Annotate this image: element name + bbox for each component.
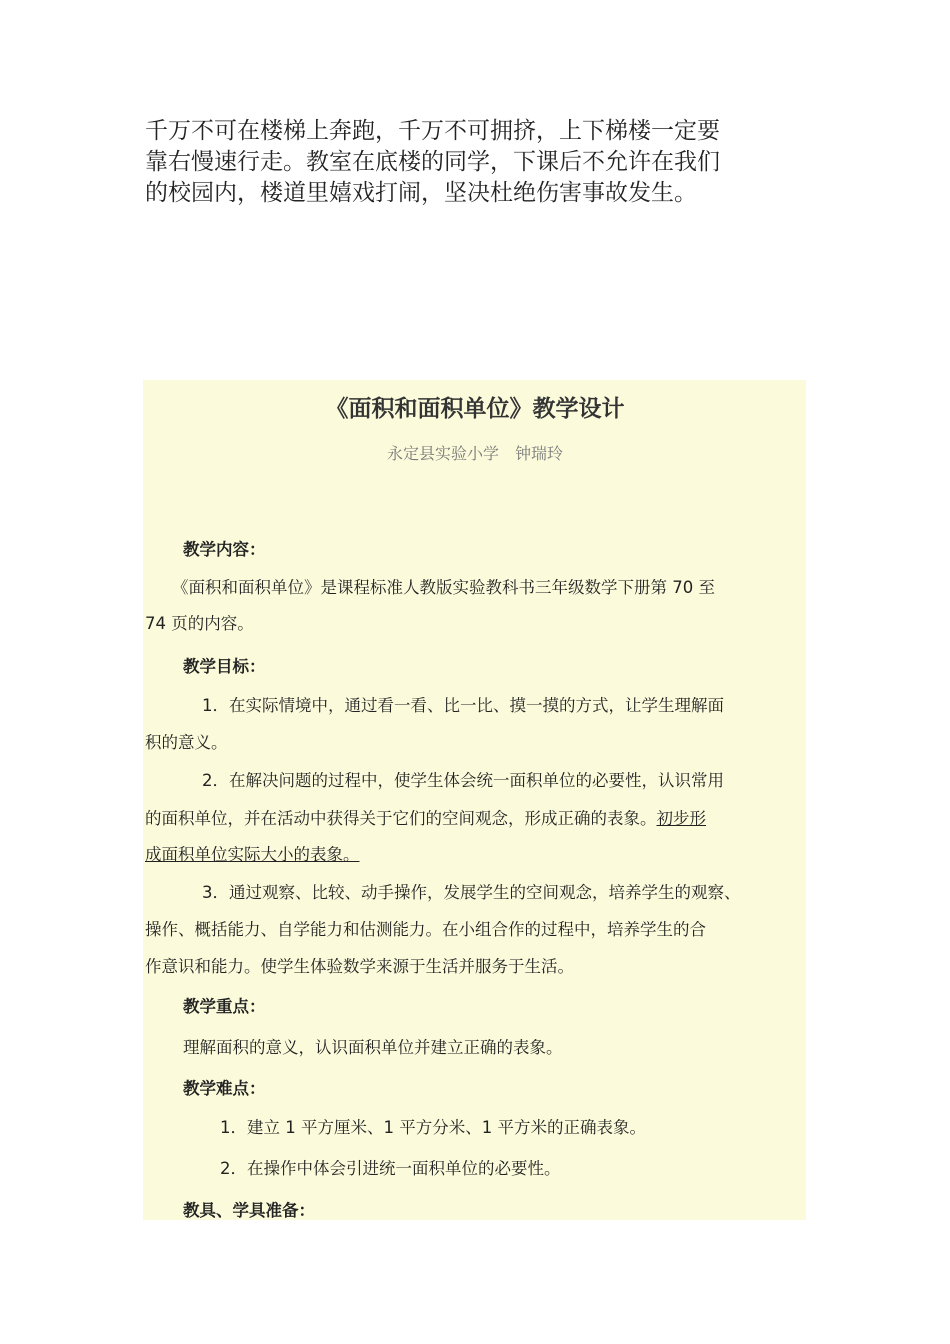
difficulty-text: 1．建立 1 平方厘米、1 平方分米、1 平方米的正确表象。 bbox=[220, 1118, 646, 1137]
section-heading-difficulty: 教学难点： bbox=[183, 1079, 266, 1098]
intro-line: 的校园内，楼道里嬉戏打闹，坚决杜绝伤害事故发生。 bbox=[145, 180, 697, 206]
document-author: 永定县实验小学 钟瑞玲 bbox=[386, 444, 563, 463]
goal-text bbox=[145, 807, 706, 831]
key-text: 理解面积的意义，认识面积单位并建立正确的表象。 bbox=[183, 1038, 563, 1057]
content-text: 《面积和面积单位》是课程标准人教版实验教科书三年级数学下册第 70 至 bbox=[172, 578, 715, 597]
goal-text: 操作、概括能力、自学能力和估测能力。在小组合作的过程中，培养学生的合 bbox=[145, 920, 706, 939]
intro-line: 靠右慢速行走。教室在底楼的同学，下课后不允许在我们 bbox=[145, 149, 720, 175]
goal-text: 积的意义。 bbox=[145, 733, 228, 752]
underlined-text: 初步形 bbox=[656, 809, 706, 828]
section-heading-key: 教学重点： bbox=[183, 997, 266, 1016]
underlined-text: 成面积单位实际大小的表象。 bbox=[145, 845, 360, 864]
document-title: 《面积和面积单位》教学设计 bbox=[325, 395, 625, 422]
section-heading-goals: 教学目标： bbox=[183, 657, 266, 676]
section-heading-tools: 教具、学具准备： bbox=[183, 1201, 315, 1220]
goal-text: 2．在解决问题的过程中，使学生体会统一面积单位的必要性，认识常用 bbox=[202, 771, 724, 790]
goal-text: 作意识和能力。使学生体验数学来源于生活并服务于生活。 bbox=[145, 957, 574, 976]
goal-text: 3．通过观察、比较、动手操作，发展学生的空间观念，培养学生的观察、 bbox=[202, 883, 741, 902]
content-text: 74 页的内容。 bbox=[145, 614, 254, 633]
goal-text: 1．在实际情境中，通过看一看、比一比、摸一摸的方式，让学生理解面 bbox=[202, 696, 724, 715]
section-heading-content: 教学内容： bbox=[183, 540, 266, 559]
intro-paragraph bbox=[145, 116, 805, 209]
intro-line: 千万不可在楼梯上奔跑，千万不可拥挤，上下梯楼一定要 bbox=[145, 118, 720, 144]
difficulty-text: 2．在操作中体会引进统一面积单位的必要性。 bbox=[220, 1159, 561, 1178]
goal-text-part: 的面积单位，并在活动中获得关于它们的空间观念，形成正确的表象。 bbox=[145, 809, 657, 828]
